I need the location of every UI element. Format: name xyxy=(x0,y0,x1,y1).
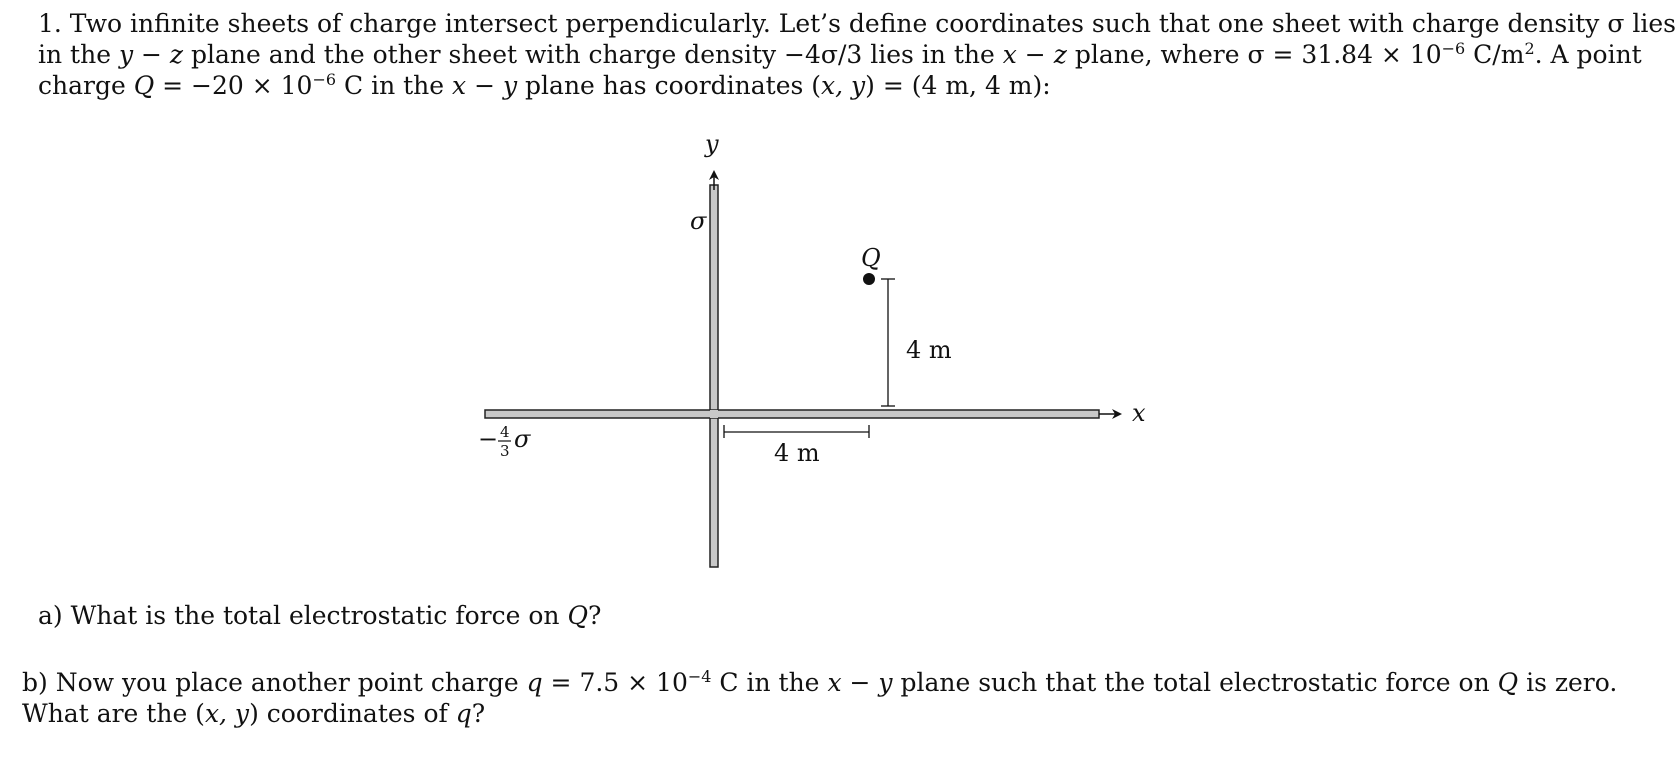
math-variable: x, y xyxy=(821,71,866,100)
vertical-charge-sheet xyxy=(710,185,718,567)
vertical-distance-label: 4 m xyxy=(906,336,952,364)
exponent: 2 xyxy=(1524,39,1535,58)
horizontal-dimension xyxy=(724,425,869,467)
question-text: ? xyxy=(471,699,486,728)
math-variable: x − z xyxy=(1002,40,1067,69)
negative-sigma-label xyxy=(478,423,531,460)
problem-text: 1. Two infinite sheets of charge intersect perpendicularly. Let’s define coordinates such that one sheet with charge density σ lies xyxy=(38,9,1676,38)
question-text: b) Now you place another point charge xyxy=(22,668,527,697)
point-charge-q xyxy=(863,273,875,285)
problem-text: plane, where σ = 31.84 × 10 xyxy=(1066,40,1442,69)
math-variable: y − z xyxy=(118,40,184,69)
exponent: −6 xyxy=(1441,39,1466,58)
x-axis-label: x xyxy=(1132,399,1146,427)
problem-text: plane has coordinates ( xyxy=(517,71,822,100)
y-axis-label: y xyxy=(705,130,719,158)
question-text: = 7.5 × 10 xyxy=(542,668,688,697)
horizontal-distance-label: 4 m xyxy=(774,439,820,467)
question-b-line-1 xyxy=(22,667,1617,699)
question-text: is zero. xyxy=(1518,668,1618,697)
question-b-line-2 xyxy=(22,698,485,730)
exponent: −4 xyxy=(687,667,712,686)
problem-text: C/m xyxy=(1465,40,1525,69)
math-variable: x − y xyxy=(827,668,893,697)
question-text: ) coordinates of xyxy=(249,699,456,728)
math-variable: q xyxy=(455,699,472,728)
vertical-dimension xyxy=(881,279,952,406)
fraction-denominator: 3 xyxy=(500,442,510,460)
sigma-label: σ xyxy=(690,207,707,235)
question-a xyxy=(38,600,601,632)
exponent: −6 xyxy=(312,70,337,89)
math-variable: Q xyxy=(133,71,155,100)
problem-text: ) = (4 m, 4 m): xyxy=(865,71,1051,100)
math-variable: Q xyxy=(567,601,588,630)
fraction-numerator: 4 xyxy=(500,423,510,441)
question-text: What are the ( xyxy=(22,699,205,728)
sigma-symbol: σ xyxy=(514,425,531,453)
math-variable: x − y xyxy=(452,71,518,100)
problem-text: plane and the other sheet with charge density −4σ/3 lies in the xyxy=(183,40,1003,69)
sheet-intersection xyxy=(710,410,718,418)
minus-sign: − xyxy=(478,425,499,453)
question-text: a) What is the total electrostatic force on xyxy=(38,601,568,630)
math-variable: q xyxy=(526,668,543,697)
problem-text: . A point xyxy=(1534,40,1642,69)
horizontal-charge-sheet xyxy=(485,410,1099,418)
problem-text: in the xyxy=(38,40,119,69)
charge-label: Q xyxy=(861,244,881,272)
question-text: C in the xyxy=(711,668,828,697)
math-variable: Q xyxy=(1497,668,1519,697)
question-text: plane such that the total electrostatic force on xyxy=(892,668,1498,697)
problem-text: charge xyxy=(38,71,134,100)
problem-text: C in the xyxy=(336,71,453,100)
math-variable: x, y xyxy=(204,699,250,728)
question-text: ? xyxy=(587,601,602,630)
problem-text: = −20 × 10 xyxy=(154,71,313,100)
